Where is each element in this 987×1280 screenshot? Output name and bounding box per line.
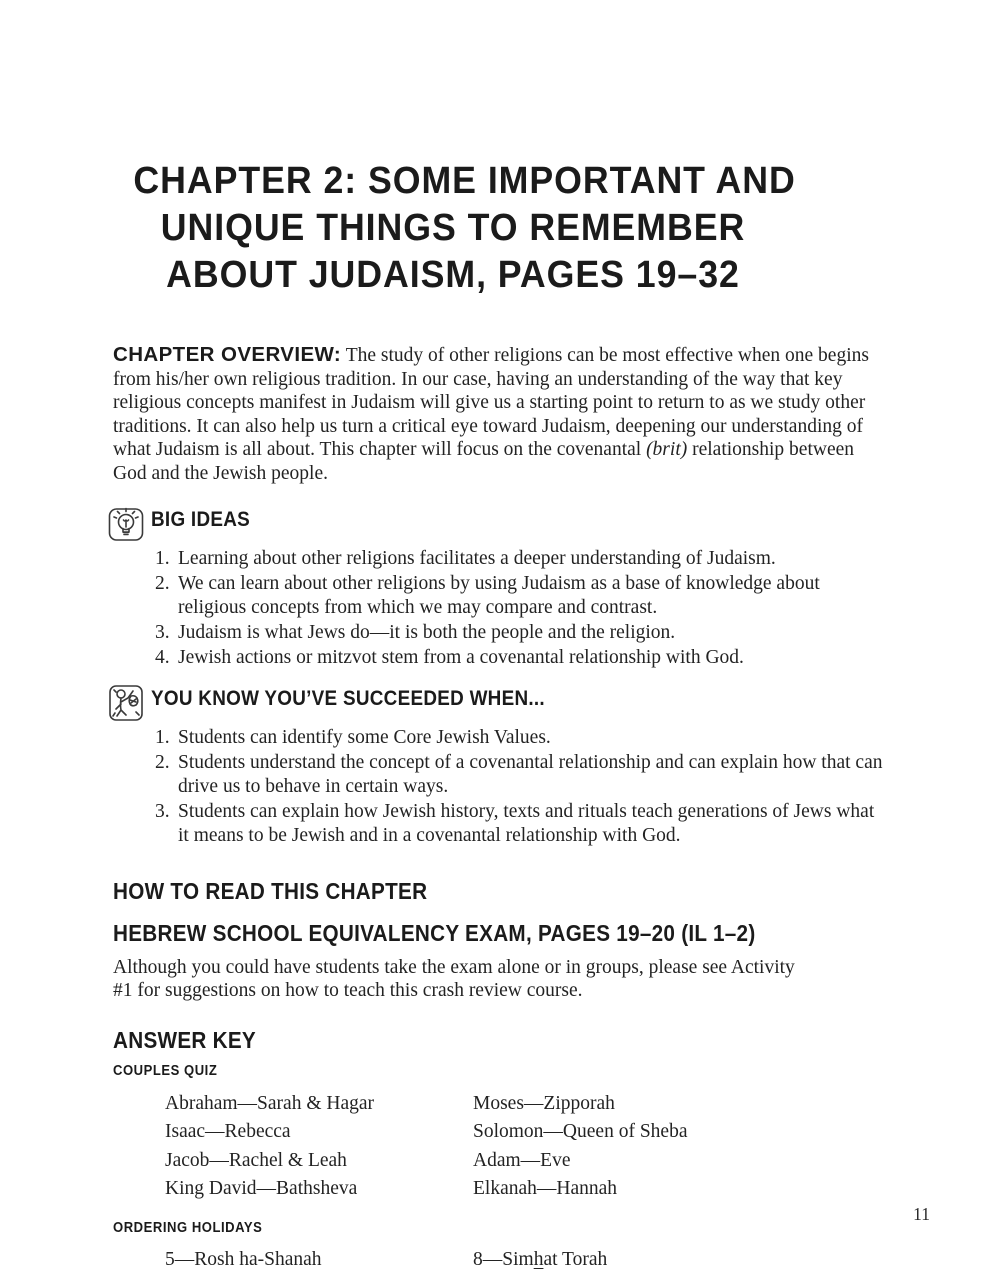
page-number: 11: [913, 1204, 930, 1224]
list-item: [155, 726, 887, 750]
holiday-answer: 5—Rosh ha-Shanah: [165, 1249, 322, 1270]
list-item: [155, 646, 887, 670]
chapter-overview-text-end: relationship between God and the Jewish people.: [113, 439, 855, 484]
couple-answer: Moses—Zipporah: [473, 1092, 615, 1114]
answer-key-heading: [113, 1027, 887, 1054]
exam-heading-text: HEBREW SCHOOL EQUIVALENCY EXAM, PAGES 19–20 (IL 1–2): [113, 919, 756, 946]
holiday-answer: [473, 1249, 887, 1271]
celebrating-figure-icon: [107, 682, 148, 723]
succeeded-section: [113, 684, 887, 848]
couple-answer: Isaac—Rebecca: [165, 1121, 291, 1142]
couple-answer: Elkanah—Hannah: [473, 1178, 618, 1199]
list-item: [155, 547, 887, 571]
item-number: 3.: [155, 800, 170, 822]
couple-answer: King David—Bathsheva: [165, 1178, 358, 1199]
ordering-holidays-heading: [113, 1220, 887, 1236]
ordering-holidays-heading-text: ORDERING HOLIDAYS: [113, 1220, 263, 1236]
item-text: Students can explain how Jewish history, texts and rituals teach generations of Jews what it means to be Jewish and in a covenantal relationship with God.: [178, 800, 875, 846]
chapter-overview-paragraph: [113, 343, 887, 485]
item-text: Learning about other religions facilitates a deeper understanding of Judaism.: [178, 547, 776, 569]
item-number: 2.: [155, 572, 170, 594]
item-text: We can learn about other religions by using Judaism as a base of knowledge about religious concepts from which we may compare and contrast.: [178, 572, 820, 618]
couples-quiz-answers: [165, 1093, 887, 1201]
list-item: [155, 751, 887, 799]
answer-key-heading-text: ANSWER KEY: [113, 1026, 257, 1053]
exam-heading: [113, 920, 887, 947]
list-item: [155, 621, 887, 645]
chapter-title-line-1: CHAPTER 2: SOME IMPORTANT AND: [133, 160, 796, 202]
chapter-overview-label: CHAPTER OVERVIEW:: [113, 343, 342, 366]
chapter-overview-italic-term: (brit): [646, 439, 688, 460]
couple-answer: Adam—Eve: [473, 1149, 571, 1171]
chapter-overview-text: The study of other religions can be most effective when one begins from his/her own religious tradition. In our case, having an understanding of the way that key religious concepts manifest in Judaism will give us a starting point to return to as we study other traditions. It can also help us turn a critical eye toward Judaism, deepening our understanding of what Judaism is all about. This chapter will focus on the covenantal: [113, 345, 869, 460]
couples-quiz-heading-text: COUPLES QUIZ: [113, 1062, 218, 1079]
big-ideas-list: [113, 547, 887, 670]
list-item: [155, 572, 887, 620]
holiday-answer-prefix: 8—Sim: [473, 1249, 534, 1270]
holiday-answer-suffix: at Torah: [543, 1249, 608, 1270]
chapter-title: [113, 158, 796, 299]
big-ideas-section: [113, 505, 887, 670]
item-number: 2.: [155, 751, 170, 773]
big-ideas-heading: BIG IDEAS: [151, 507, 251, 531]
chapter-title-line-2: UNIQUE THINGS TO REMEMBER: [160, 207, 746, 249]
how-to-read-heading-text: HOW TO READ THIS CHAPTER: [113, 877, 428, 904]
item-text: Judaism is what Jews do—it is both the people and the religion.: [178, 621, 676, 643]
succeeded-heading: YOU KNOW YOU’VE SUCCEEDED WHEN...: [151, 686, 545, 710]
list-item: [155, 800, 887, 848]
how-to-read-heading: [113, 878, 887, 905]
couple-answer: Abraham—Sarah & Hagar: [165, 1092, 375, 1114]
holiday-answer-underlined-letter: h: [533, 1249, 544, 1270]
ordering-holidays-answers: [165, 1249, 887, 1271]
couple-answer: Jacob—Rachel & Leah: [165, 1149, 347, 1171]
item-number: 1.: [155, 726, 170, 748]
succeeded-list: [113, 726, 887, 848]
couple-answer: Solomon—Queen of Sheba: [473, 1121, 688, 1142]
item-number: 4.: [155, 646, 170, 668]
item-number: 1.: [155, 547, 170, 569]
item-text: Jewish actions or mitzvot stem from a covenantal relationship with God.: [178, 646, 744, 668]
lightbulb-icon: [107, 503, 148, 544]
exam-body-paragraph: Although you could have students take the exam alone or in groups, please see Activity #1 for suggestions on how to teach this crash review course.: [113, 956, 795, 1001]
couples-quiz-heading: [113, 1063, 887, 1079]
chapter-title-line-3: ABOUT JUDAISM, PAGES 19–32: [166, 254, 740, 296]
item-text: Students can identify some Core Jewish Values.: [178, 726, 551, 748]
item-number: 3.: [155, 621, 170, 643]
item-text: Students understand the concept of a covenantal relationship and can explain how that can drive us to behave in certain ways.: [178, 751, 883, 797]
